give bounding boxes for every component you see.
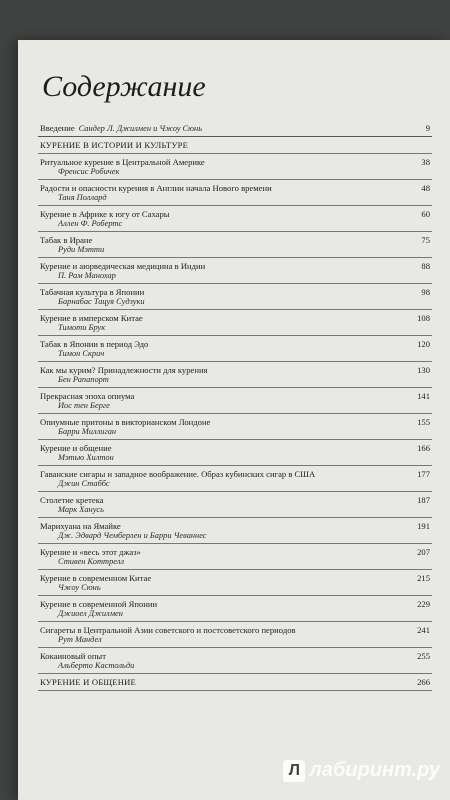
toc-entry-page: 229 <box>417 599 430 609</box>
toc-entry-page: 266 <box>417 677 430 687</box>
toc-entry-title: Курение и аюрведическая медицина в Индии <box>40 261 206 271</box>
toc-entry-author: Сандер Л. Джилмен и Чжоу Сюнь <box>78 124 203 133</box>
toc-entry-title: Курение в современном Китае <box>40 573 152 583</box>
toc-entry-page: 48 <box>421 183 430 193</box>
toc-entry-page: 130 <box>417 365 430 375</box>
toc-entry-page: 241 <box>417 625 430 635</box>
toc-entry-title: Табак в Иране <box>40 235 93 245</box>
toc-entry <box>38 414 432 440</box>
toc-entry-author: Барнабас Тацуя Судзуки <box>58 297 145 306</box>
toc-entry-title: Табак в Японии в период Эдо <box>40 339 149 349</box>
toc-entry <box>38 232 432 258</box>
toc-section <box>38 137 432 154</box>
toc-entry-author: Дж. Эдвард Чемберлен и Барри Чеваннес <box>58 531 207 540</box>
toc-entry-title: Столетие кретека <box>40 495 104 505</box>
toc-entry <box>38 570 432 596</box>
toc-entry-title: Курение и общение <box>40 443 112 453</box>
toc-entry-page: 187 <box>417 495 430 505</box>
toc-entry-author: Тимоти Брук <box>58 323 106 332</box>
toc-entry-author: Чжоу Сюнь <box>58 583 101 592</box>
toc-entry-title: Введение <box>40 123 75 133</box>
toc-entry-page: 191 <box>417 521 430 531</box>
toc-entry <box>38 310 432 336</box>
toc-entry-page: 155 <box>417 417 430 427</box>
toc-entry-title: Табачная культура в Японии <box>40 287 145 297</box>
toc-entry-author: Таня Поллард <box>58 193 107 202</box>
toc-entry-author: Джиоел Джилмен <box>58 609 123 618</box>
toc-entry <box>38 544 432 570</box>
toc-entry <box>38 492 432 518</box>
toc-entry-page: 38 <box>421 157 430 167</box>
toc-entry-author: Руди Мэтти <box>58 245 105 254</box>
labirint-watermark <box>283 759 440 782</box>
toc-entry-author: Барри Миллиган <box>58 427 117 436</box>
toc-entry-author: Джин Стаббс <box>58 479 110 488</box>
toc-entry <box>38 518 432 544</box>
toc-entry-page: 207 <box>417 547 430 557</box>
toc-entry <box>38 336 432 362</box>
toc-entry-title: КУРЕНИЕ И ОБЩЕНИЕ <box>40 677 136 687</box>
toc-entry-author: Альберто Кастольди <box>58 661 135 670</box>
toc-entry-title: Ритуальное курение в Центральной Америке <box>40 157 205 167</box>
toc-entry-author: Иос тен Берге <box>58 401 110 410</box>
labirint-logo-icon: Л <box>283 760 305 782</box>
toc-entry <box>38 362 432 388</box>
toc-entry-title: Гаванские сигары и западное воображение. Образ кубинских сигар в США <box>40 469 316 479</box>
toc-entry <box>38 596 432 622</box>
toc-entry <box>38 284 432 310</box>
toc-entry-author: Рут Мандел <box>58 635 102 644</box>
toc-entry-title: Курение в современной Японии <box>40 599 158 609</box>
toc-entry <box>38 258 432 284</box>
toc-entry-author: Бен Рапапорт <box>58 375 109 384</box>
toc-entry <box>38 388 432 414</box>
toc-entry-title: Прекрасная эпоха опиума <box>40 391 135 401</box>
toc-entry <box>38 154 432 180</box>
toc-entry <box>38 440 432 466</box>
toc-entry-author: П. Рам Манохар <box>58 271 116 280</box>
toc-entry-page: 255 <box>417 651 430 661</box>
toc-entry <box>38 180 432 206</box>
toc-entry <box>38 206 432 232</box>
toc-entry-title: Курение в имперском Китае <box>40 313 143 323</box>
toc-entry-title: Кокаиновый опыт <box>40 651 106 661</box>
toc-entry-title: Курение в Африке к югу от Сахары <box>40 209 170 219</box>
toc-entry <box>38 466 432 492</box>
toc-entry-author: Тимон Скрич <box>58 349 105 358</box>
toc-entry-title: КУРЕНИЕ В ИСТОРИИ И КУЛЬТУРЕ <box>40 140 189 150</box>
toc-entry <box>38 648 432 674</box>
toc-entry-page: 120 <box>417 339 430 349</box>
toc-entry-author: Стивен Коттрелл <box>58 557 125 566</box>
toc-entry-title: Курение и «весь этот джаз» <box>40 547 141 557</box>
toc-entry-page: 215 <box>417 573 430 583</box>
page-title: Содержание <box>42 70 206 103</box>
toc-entry-page: 108 <box>417 313 430 323</box>
toc-entry <box>38 622 432 648</box>
toc-entry-page: 60 <box>421 209 430 219</box>
toc-entry-title: Опиумные притоны в викторианском Лондоне <box>40 417 211 427</box>
toc-entry-author: Френсис Робичек <box>58 167 120 176</box>
toc-entry-author: Марк Ханусь <box>58 505 104 514</box>
toc-entry-page: 141 <box>417 391 430 401</box>
toc-entry-author: Мэтью Хилтон <box>58 453 114 462</box>
toc-entry-page: 75 <box>421 235 430 245</box>
toc-entry-title: Как мы курим? Принадлежности для курения <box>40 365 208 375</box>
watermark-text: лабиринт.ру <box>309 759 440 781</box>
toc-entry-title: Марихуана на Ямайке <box>40 521 121 531</box>
toc-section <box>38 674 432 691</box>
toc-entry-page: 177 <box>417 469 430 479</box>
table-of-contents <box>38 102 432 691</box>
toc-entry-page: 9 <box>425 123 430 133</box>
toc-entry-page: 88 <box>421 261 430 271</box>
book-page <box>18 40 450 800</box>
toc-entry-title: Радости и опасности курения в Англии начала Нового времени <box>40 183 272 193</box>
toc-entry-page: 166 <box>417 443 430 453</box>
toc-intro <box>38 102 432 137</box>
toc-entry-author: Аллен Ф. Робертс <box>58 219 123 228</box>
toc-entry-page: 98 <box>421 287 430 297</box>
toc-entry-title: Сигареты в Центральной Азии советского и постсоветского периодов <box>40 625 296 635</box>
